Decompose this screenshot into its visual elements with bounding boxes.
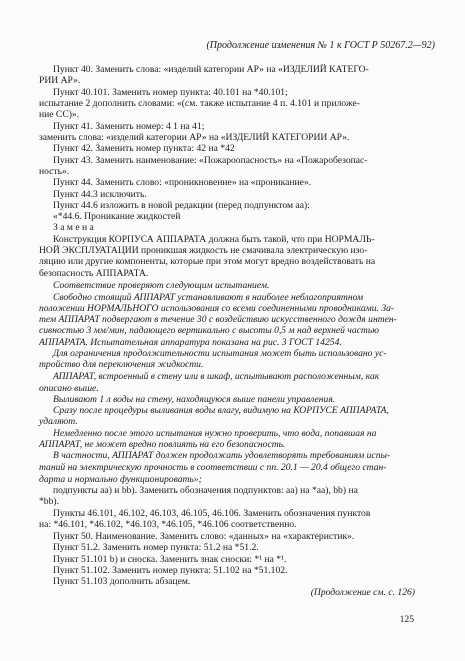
text-line: заменить слова: «изделий категории АР» на «ИЗДЕЛИЙ КАТЕГОРИИ АР». [39,132,350,143]
text-line: Пункт 51.102. Заменить номер пункта: 51.102 на *51.102. [53,565,288,576]
text-line: НОЙ ЭКСПЛУАТАЦИИ проникшая жидкость не смачивала электрическую изо- [39,245,368,256]
text-line: таний на электрическую прочность в соответствии с пп. 20.1 — 20.4 общего стан- [39,462,387,473]
text-line: Пункт 42. Заменить номер пункта: 42 на *42 [53,143,235,154]
text-line: АППАРАТ, встроенный в стену или в шкаф, испытывают расположенным, как [53,371,380,382]
text-line: Пункт 43. Заменить наименование: «Пожароопасность» на «Пожаробезопас- [53,155,368,166]
text-line: Свободно стоящий АППАРАТ устанавливают в наиболее неблагоприятном [53,292,364,303]
text-line: сивностью 3 мм/мин, падающего вертикально с высоты 0,5 м над верхней частью [39,325,379,336]
text-line: Пункт 44.3 исключить. [53,189,147,200]
text-line: ние СС)». [39,109,80,120]
text-line: Сразу после процедуры выливания воды влагу, видимую на КОРПУСЕ АППАРАТА, [53,405,389,416]
text-line: безопасность АППАРАТА. [39,268,149,279]
running-header: (Продолжение изменения № 1 к ГОСТ Р 50267.2—92) [206,40,435,51]
text-line: Немедленно после этого испытания нужно проверить, что вода, попавшая на [53,428,377,439]
text-line: тройство для переключения жидкости. [39,359,204,370]
text-line: дарта и нормально функционировать»; [39,474,202,485]
text-line: тем АППАРАТ подвергают в течение 30 с воздействию искусственного дождя интен- [39,314,397,325]
text-line: Пункт 44. Заменить слово: «проникновение» на «проникание». [53,177,312,188]
text-line: Пункт 40.101. Заменить номер пункта: 40.101 на *40.101; [53,87,288,98]
text-line: Пункт 41. Заменить номер: 4 1 на 41; [53,121,205,132]
text-line: В частности, АППАРАТ должен продолжать удовлетворять требованиям испы- [53,450,391,461]
text-line: на: *46.101, *46.102, *46.103, *46.105, *46.106 соответственно. [39,519,297,530]
text-line: Для ограничения продолжительности испытания может быть использовано ус- [53,348,387,359]
text-line: Соответствие проверяют следующим испытанием. [53,280,270,291]
text-line: З а м е н а [53,222,94,233]
continuation-note: (Продолжение см. с. 126) [310,587,415,598]
text-line: АППАРАТ, не может вредно повлиять на его безопасность. [39,439,286,450]
text-line: испытание 2 дополнить словами: «(см. также испытание 4 п. 4.101 и приложе- [39,98,360,109]
text-line: Пункты 46.101, 46.102, 46.103, 46.105, 46.106. Заменить обозначения пунктов [53,508,371,519]
text-line: АППАРАТА. Испытательная аппаратура показана на рис. 3 ГОСТ 14254. [39,337,342,348]
text-line: подпункты аа) и bb). Заменить обозначения подпунктов: аа) на *аа), bb) на [53,485,358,496]
text-line: ляцию или другие компоненты, которые при этом могут вредно воздействовать на [39,256,376,267]
text-line: Пункт 40. Заменить слова: «изделий категории АР» на «ИЗДЕЛИЙ КАТЕГО- [53,64,369,75]
text-line: описано выше. [39,383,99,394]
text-line: «*44.6. Проникание жидкостей [53,211,181,222]
text-line: Пункт 51.101 b) и сноска. Заменить знак сноски: *¹ на *¹. [53,554,287,565]
text-line: Пункт 51.103 дополнить абзацем. [53,576,191,587]
text-line: ность». [39,166,70,177]
text-line: положении НОРМАЛЬНОГО использования со всеми соединенными проводниками. За- [39,303,395,314]
text-line: удаляют. [39,416,78,427]
text-line: Пункт 50. Наименование. Заменить слово: «данных» на «характеристик». [53,531,355,542]
text-line: Конструкция КОРПУСА АППАРАТА должна быть такой, что при НОРМАЛЬ- [53,234,375,245]
text-line: *bb). [39,496,59,507]
page-number: 125 [399,614,414,625]
text-line: РИИ АР». [39,75,81,86]
text-line: Пункт 51.2. Заменить номер пункта: 51.2 на *51.2. [53,542,259,553]
text-line: Пункт 44.6 изложить в новой редакции (перед подпунктом аа): [53,200,310,211]
text-line: Выливают 1 л воды на стену, находящуюся выше панели управления. [53,394,336,405]
